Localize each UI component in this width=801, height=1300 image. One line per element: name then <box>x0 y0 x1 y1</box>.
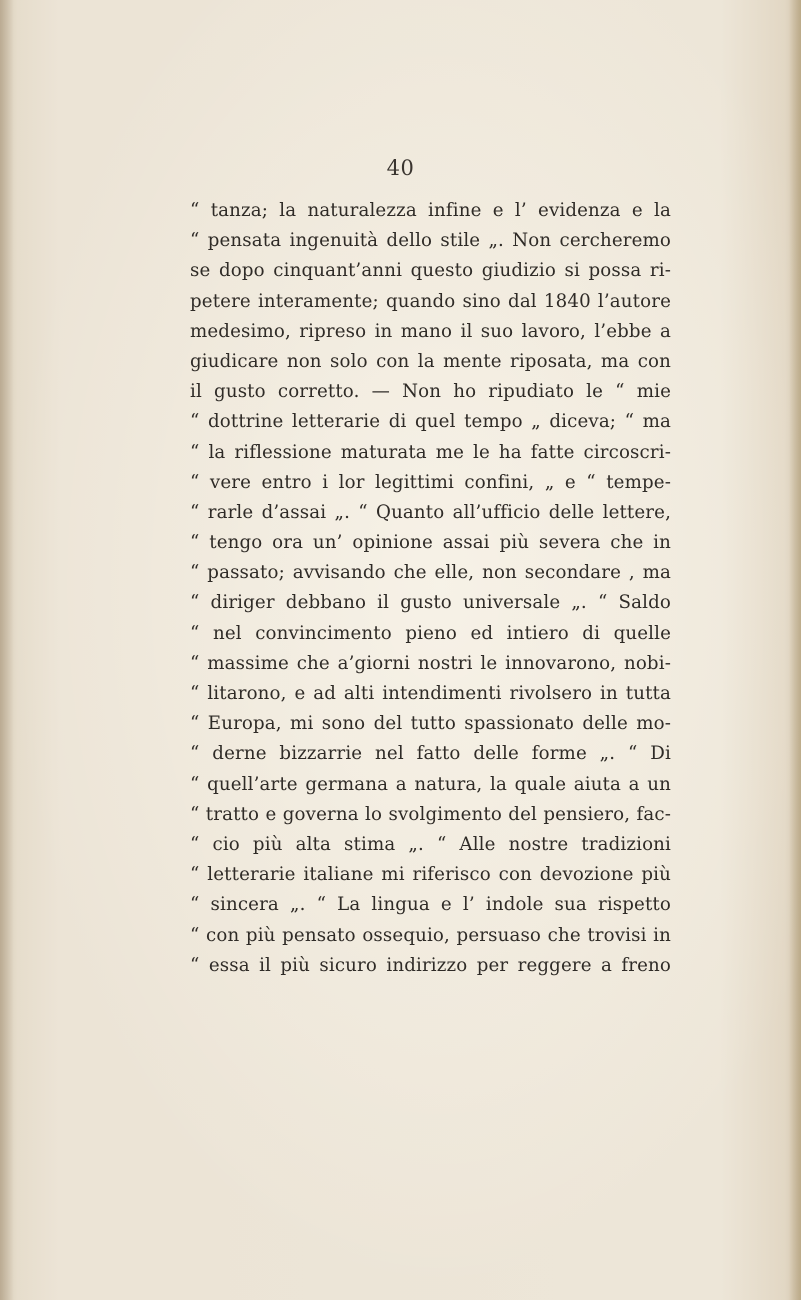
text-line <box>190 558 671 588</box>
page-number: 40 <box>386 156 415 180</box>
text-line <box>190 226 671 256</box>
text-line <box>190 951 671 981</box>
text-line-content: “ passato; avvisando che elle, non secondare , ma <box>190 562 671 584</box>
text-line-content: “ sincera „. “ La lingua e l’ indole sua rispetto <box>190 894 671 916</box>
page-edge <box>789 0 801 1300</box>
text-line <box>190 317 671 347</box>
text-line <box>190 830 671 860</box>
text-line <box>190 649 671 679</box>
text-line-content: “ massime che a’giorni nostri le innovarono, nobi- <box>190 652 671 674</box>
text-line-content: “ cio più alta stima „. “ Alle nostre tradizioni <box>190 833 671 855</box>
body-text <box>190 196 671 981</box>
text-line <box>190 709 671 739</box>
text-line <box>190 679 671 709</box>
text-line <box>190 890 671 920</box>
text-line-content: “ con più pensato ossequio, persuaso che trovisi in <box>190 924 671 946</box>
text-line-content: petere interamente; quando sino dal 1840 l’autore <box>190 290 671 312</box>
text-line <box>190 800 671 830</box>
text-line <box>190 287 671 317</box>
text-line <box>190 588 671 618</box>
text-line <box>190 619 671 649</box>
spine-shadow <box>0 0 14 1300</box>
text-line <box>190 528 671 558</box>
text-line <box>190 498 671 528</box>
text-line <box>190 347 671 377</box>
text-line-content: “ derne bizzarrie nel fatto delle forme „. “ Di <box>190 743 671 765</box>
text-line-content: “ litarono, e ad alti intendimenti rivolsero in tutta <box>190 683 671 704</box>
text-line-content: “ letterarie italiane mi riferisco con devozione più <box>190 864 671 886</box>
text-line <box>190 921 671 951</box>
text-line-content: “ vere entro i lor legittimi confini, „ e “ tempe- <box>190 471 671 493</box>
text-line <box>190 770 671 800</box>
text-line-content: “ tanza; la naturalezza infine e l’ evidenza e la <box>190 200 671 221</box>
text-line-content: se dopo cinquant’anni questo giudizio si possa ri- <box>190 260 671 282</box>
text-line <box>190 438 671 468</box>
text-line-content: “ dottrine letterarie di quel tempo „ diceva; “ ma <box>190 411 671 433</box>
text-line <box>190 468 671 498</box>
text-line-content: “ pensata ingenuità dello stile „. Non cercheremo <box>190 230 671 252</box>
text-line-content: “ diriger debbano il gusto universale „. “ Saldo <box>190 592 671 614</box>
text-line-content: “ nel convincimento pieno ed intiero di quelle <box>190 622 671 644</box>
text-line <box>190 377 671 407</box>
text-line-content: “ quell’arte germana a natura, la quale aiuta a un <box>190 773 671 795</box>
text-line-content: “ essa il più sicuro indirizzo per reggere a freno <box>190 954 671 976</box>
text-line-content: medesimo, ripreso in mano il suo lavoro, l’ebbe a <box>190 320 671 342</box>
text-line <box>190 256 671 286</box>
text-line-content: il gusto corretto. — Non ho ripudiato le “ mie <box>190 381 671 403</box>
text-line-content: “ la riflessione maturata me le ha fatte circoscri- <box>190 441 671 463</box>
text-line <box>190 196 671 226</box>
text-line-content: “ tengo ora un’ opinione assai più severa che in <box>190 532 671 554</box>
text-line-content: “ rarle d’assai „. “ Quanto all’ufficio delle lettere, <box>190 501 671 523</box>
text-line <box>190 739 671 769</box>
text-line-content: “ tratto e governa lo svolgimento del pensiero, fac- <box>190 803 671 825</box>
text-line <box>190 407 671 437</box>
text-line <box>190 860 671 890</box>
text-line-content: “ Europa, mi sono del tutto spassionato delle mo- <box>190 713 671 735</box>
text-line-content: giudicare non solo con la mente riposata, ma con <box>190 350 671 372</box>
